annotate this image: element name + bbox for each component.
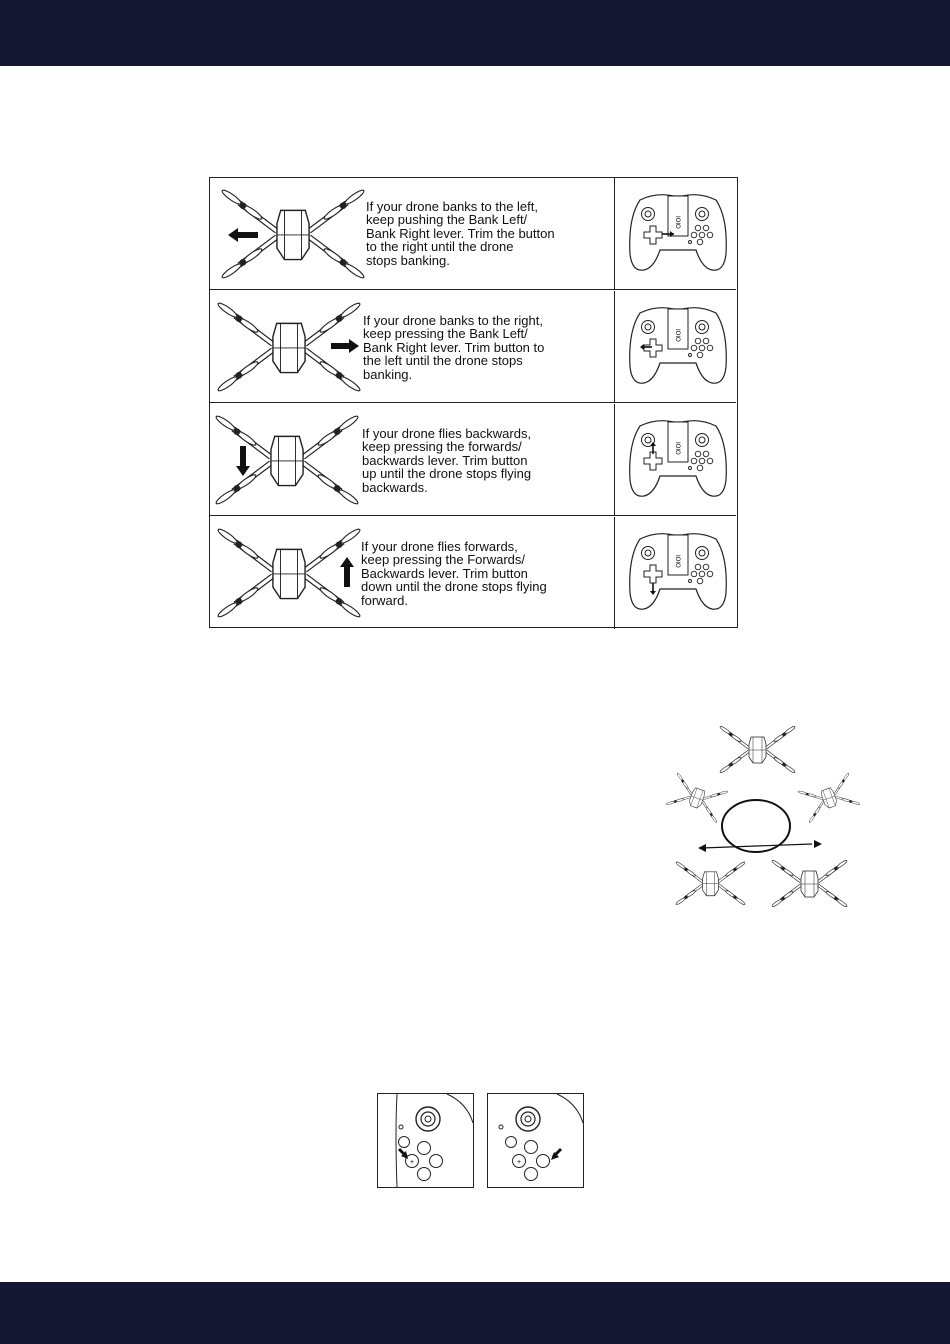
orbit-arrow-left-icon [698, 844, 706, 852]
controller-diagram [626, 414, 730, 506]
trim-row-forwards [210, 517, 736, 629]
svg-text:+: + [516, 1159, 522, 1166]
trim-instructions-table [209, 177, 738, 628]
trim-instruction-text: If your drone banks to the left, keep pushing the Bank Left/ Bank Right lever. Trim the button to the right until the drone stops banking. [366, 199, 555, 268]
trim-instruction-text: If your drone banks to the right, keep pressing the Bank Left/ Bank Right lever. Trim button to the left until the drone stops banking. [363, 313, 545, 382]
flip-button-closeup [487, 1093, 584, 1188]
flip-orbit-illustration [662, 718, 868, 908]
arrow-up-icon [340, 557, 354, 587]
power-button-icon [399, 1137, 410, 1148]
controller-diagram [626, 188, 730, 280]
top-header-band [0, 0, 950, 66]
trim-row-bank-right [210, 291, 736, 403]
arrow-down-icon [236, 446, 250, 476]
arrow-right-icon [331, 339, 359, 353]
speed-button-closeup [377, 1093, 474, 1188]
power-button-icon [506, 1137, 517, 1148]
controller-diagram [626, 527, 730, 619]
drone-illustration [212, 408, 362, 512]
trim-instruction-text: If your drone flies forwards, keep pressing the Forwards/ Backwards lever. Trim button down until the drone stops flying forward. [361, 539, 547, 608]
trim-row-backwards [210, 404, 736, 516]
arrow-left-icon [228, 228, 258, 242]
orbit-arrow-right-icon [814, 840, 822, 848]
trim-row-bank-left [210, 178, 736, 290]
bottom-footer-band [0, 1282, 950, 1344]
trim-instruction-text: If your drone flies backwards, keep pressing the forwards/ backwards lever. Trim button up until the drone stops flying backwards. [362, 426, 532, 495]
svg-text:+: + [409, 1159, 415, 1166]
controller-diagram [626, 301, 730, 393]
